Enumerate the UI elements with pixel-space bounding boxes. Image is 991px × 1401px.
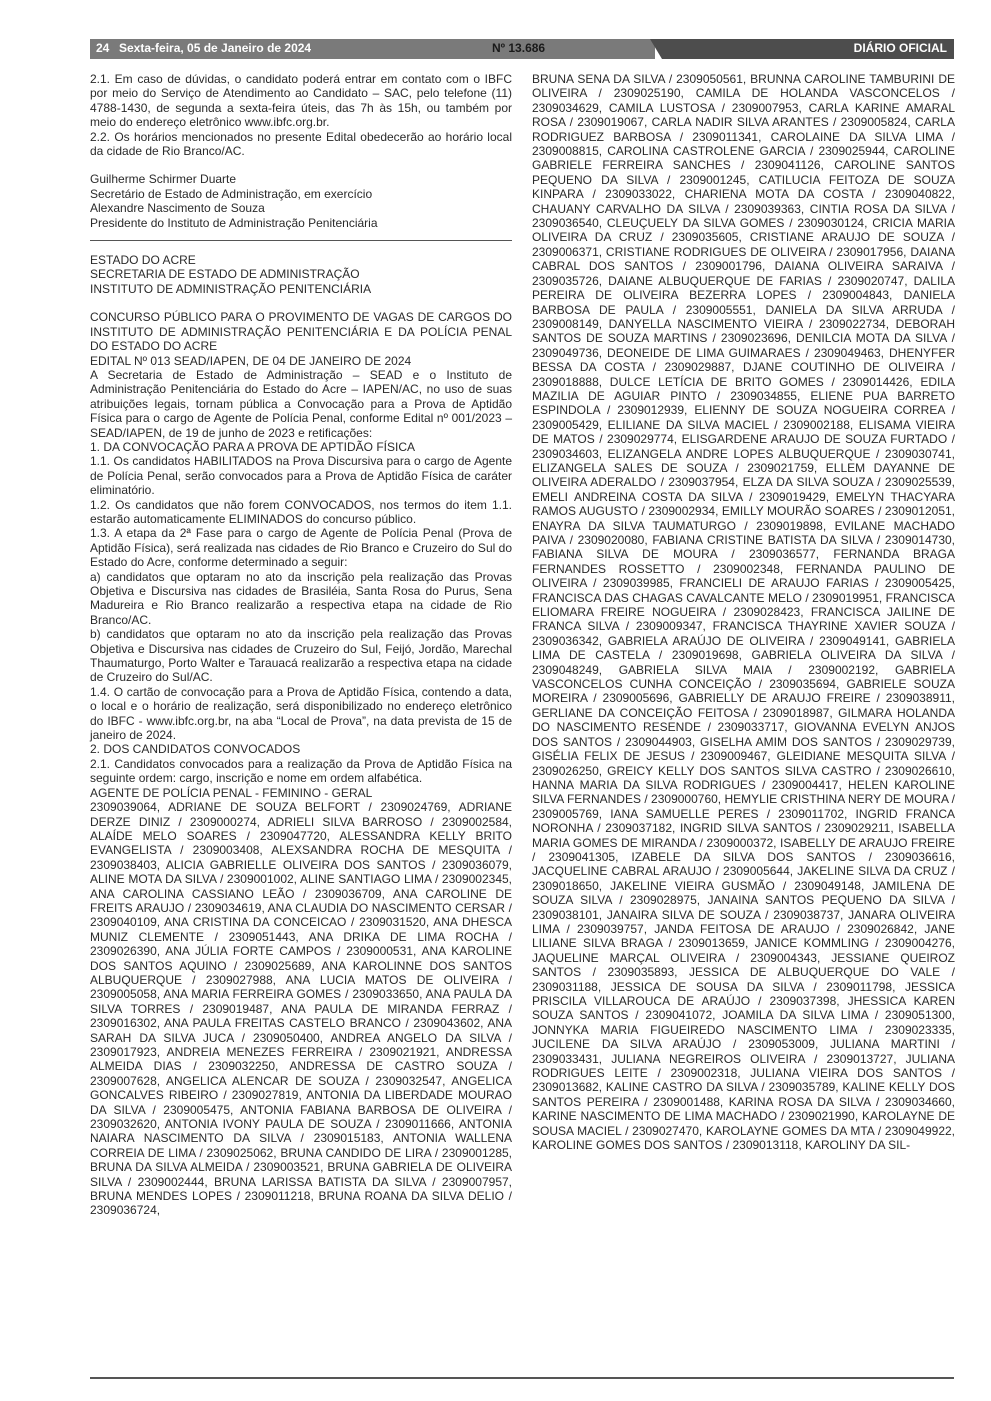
publication-title: DIÁRIO OFICIAL	[853, 41, 947, 55]
cargo-heading: AGENTE DE POLÍCIA PENAL - FEMININO - GERAL	[90, 785, 373, 800]
org-institute: INSTITUTO DE ADMINISTRAÇÃO PENITENCIÁRIA	[90, 281, 372, 296]
item-1-3-a: a) candidatos que optaram no ato da inscrição pela realização das Provas Objetiva e Discursiva nas cidades de Brasiléia, Santa Rosa do Purus, Sena Madureira e Rio Branco realizarão a respectiva etapa na cidade de Rio Branco/AC.	[90, 569, 512, 627]
edital-title: EDITAL Nº 013 SEAD/IAPEN, DE 04 DE JANEIRO DE 2024	[90, 353, 412, 368]
issue-number: Nº 13.686	[492, 41, 546, 55]
signatory-name-1: Guilherme Schirmer Duarte	[90, 172, 237, 187]
right-column	[532, 72, 955, 1152]
item-1-4: 1.4. O cartão de convocação para a Prova de Aptidão Física, contendo a data, o local e o horário de realização, será disponibilizado no endereço eletrônico do IBFC - www.ibfc.org.br, na aba “Local de Prova”, na data prevista de 15 de janeiro de 2024.	[90, 684, 512, 743]
item-1-3: 1.3. A etapa da 2ª Fase para o cargo de Agente de Polícia Penal (Prova de Aptidão Física), será realizada nas cidades de Rio Branco e Cruzeiro do Sul do Estado do Acre, conforme determinado a seguir:	[90, 526, 512, 570]
item-2-1: 2.1. Candidatos convocados para a realização da Prova de Aptidão Física na seguinte ordem: cargo, inscrição e nome em ordem alfabética.	[90, 756, 512, 786]
org-secretariat: SECRETARIA DE ESTADO DE ADMINISTRAÇÃO	[90, 267, 360, 282]
footer-rule	[90, 1377, 954, 1379]
signatory-name-2: Alexandre Nascimento de Souza	[90, 201, 265, 216]
section-2-heading: 2. DOS CANDIDATOS CONVOCADOS	[90, 742, 301, 757]
page-header	[90, 39, 954, 59]
item-1-1: 1.1. Os candidatos HABILITADOS na Prova Discursiva para o cargo de Agente de Polícia Penal, serão convocados para a Prova de Aptidão Física de caráter eliminatório.	[90, 454, 512, 498]
paragraph-2-1: 2.1. Em caso de dúvidas, o candidato poderá entrar em contato com o IBFC por meio do Serviço de Atendimento ao Candidato – SAC, pelo telefone (11) 4788-1430, de segunda a sexta-feira úteis, das 7h às 15h, ou também por meio do endereço eletrônico www.ibfc.org.br.	[90, 72, 512, 130]
paragraph-2-2: 2.2. Os horários mencionados no presente Edital obedecerão ao horário local da cidade de Rio Branco/AC.	[90, 129, 512, 159]
left-column	[90, 72, 512, 1218]
org-state: ESTADO DO ACRE	[90, 253, 196, 268]
signatory-role-1: Secretário de Estado de Administração, em exercício	[90, 186, 373, 201]
concurso-title: CONCURSO PÚBLICO PARA O PROVIMENTO DE VAGAS DE CARGOS DO INSTITUTO DE ADMINISTRAÇÃO PENITENCIÁRIA E DA POLÍCIA PENAL DO ESTADO DO ACRE	[90, 310, 512, 354]
publication-date: Sexta-feira, 05 de Janeiro de 2024	[119, 41, 312, 55]
item-1-2: 1.2. Os candidatos que não forem CONVOCADOS, nos termos do item 1.1. estarão automaticamente ELIMINADOS do concurso público.	[90, 497, 512, 526]
candidate-list-part-2: BRUNA SENA DA SILVA / 2309050561, BRUNNA CAROLINE TAMBURINI DE OLIVEIRA / 2309025190, CAMILA DE HOLANDA VASCONCELOS / 2309034629, CAMILA LUSTOSA / 2309007953, CARLA KARINE AMARAL ROSA / 2309019067, CARLA NADIR SILVA ARANTES / 2309005824, CARLA RODRIGUEZ BARBOSA / 2309011341, CAROLAINE DA SILVA LIMA / 2309008815, CAROLINA CASTROLENE GARCIA / 2309025944, CAROLINE GABRIELE FERREIRA SANCHES / 2309041126, CAROLINE SANTOS PEQUENO DA SILVA / 2309001245, CATILUCIA FEITOZA DE SOUZA KINPARA / 2309033022, CHARIENA MOTA DA COSTA / 2309040822, CHAUANY CARVALHO DA SILVA / 2309039363, CINTIA ROSA DA SILVA / 2309036540, CLEUÇUELY DA SILVA GOMES / 2309030124, CRICIA MARIA OLIVEIRA DA CRUZ / 2309035605, CRISTIANE ARAUJO DE SOUZA / 2309006371, CRISTIANE RODRIGUES DE OLIVEIRA / 2309017956, DAIANA CABRAL DOS SANTOS / 2309001796, DAIANA OLIVEIRA SARAIVA / 2309035726, DAIANE ALBUQUERQUE DE FARIAS / 2309020747, DALILA PEREIRA DE OLIVEIRA BEZERRA LOPES / 2309004843, DANIELA BARBOSA DE PAULA / 2309005551, DANIELA DA SILVA ARRUDA / 2309008149, DANYELLA NASCIMENTO VIEIRA / 2309022734, DEBORAH SANTOS DE SOUZA MARTINS / 2309023696, DENILCIA MOTA DA SILVA / 2309049736, DEONEIDE DE LIMA GUIMARAES / 2309049463, DHENYFER BESSA DA COSTA / 2309029887, DJANE COUTINHO DE OLIVEIRA / 2309018888, DULCE LETÍCIA DE BRITO GOMES / 2309014426, EDILA MAZILIA DE AGUIAR PINTO / 2309034855, ELIENE PUA BARRETO ESPINDOLA / 2309012939, ELIENNY DE SOUZA NOGUEIRA CORREA / 2309005429, ELILIANE DA SILVA MACIEL / 2309002188, ELISAMA VIEIRA DE MATOS / 2309029774, ELISGARDENE ARAUJO DE SOUZA FURTADO / 2309034603, ELIZANGELA ANDRE LOPES ALBUQUERQUE / 2309030741, ELIZANGELA SALES DE SOUZA / 2309021759, ELLEM DAYANNE DE OLIVEIRA ADERALDO / 2309037954, ELZA DA SILVA SOUZA / 2309025539, EMELI ANDREINA COSTA DA SILVA / 2309019429, EMELYN THACYARA RAMOS AUGUSTO / 2309002934, EMILLY MOURÃO SOARES / 2309012051, ENAYRA DA SILVA TAUMATURGO / 2309019898, EVILANE MACHADO PAIVA / 2309020080, FABIANA CRISTINE BATISTA DA SILVA / 2309014730, FABIANA SILVA DE MOURA / 2309036577, FERNANDA BRAGA FERNANDES ROSSETTO / 2309002348, FERNANDA PAULINO DE OLIVEIRA / 2309039985, FRANCIELI DE ARAUJO FARIAS / 2309005425, FRANCISCA DAS CHAGAS CAVALCANTE MELO / 2309019951, FRANCISCA ELIOMARA FREIRE NOGUEIRA / 2309028423, FRANCISCA JAILINE DE FRANCA SILVA / 2309009347, FRANCISCA THAYRINE XAVIER SOUZA / 2309036342, GABRIELA ARAÚJO DE OLIVEIRA / 2309049141, GABRIELA LIMA DE CASTELA / 2309019698, GABRIELA OLIVEIRA DA SILVA / 2309048249, GABRIELA SILVA MAIA / 2309002192, GABRIELA VASCONCELOS CUNHA CONCEIÇÃO / 2309035694, GABRIELE SOUZA MOREIRA / 2309005696, GABRIELLY DE ARAUJO FREIRE / 2309038911, GERLIANE DA CONCEIÇÃO FEITOSA / 2309018987, GILMARA HOLANDA DO NASCIMENTO RESENDE / 2309033717, GIOVANNA EVELYN ANJOS DOS SANTOS / 2309044903, GISELHA AMIM DOS SANTOS / 2309029739, GISÉLIA FELIX DE JESUS / 2309009467, GLEIDIANE MESQUITA SILVA / 2309026250, GREICY KELLY DOS SANTOS SILVA CASTRO / 2309026610, HANNA MARIA DA SILVA RODRIGUES / 2309004417, HELEN KAROLINE SILVA FERNANDES / 2309000760, HEMYLIE CRISTHINA NERY DE MOURA / 2309005769, IANA SAMUELLE PERES / 2309011702, INGRID FRANCA NORONHA / 2309037182, INGRID SILVA SANTOS / 2309029211, ISABELLA MARIA GOMES DE MIRANDA / 2309000372, ISABELLY DE ARAUJO FREIRE / 2309041305, IZABELE DA SILVA DOS SANTOS / 2309036616, JACQUELINE CABRAL ARAUJO / 2309005644, JAKELINE SILVA DA CRUZ / 2309018650, JAKELINE VIEIRA GUSMÃO / 2309049148, JAMILENA DE SOUZA SILVA / 2309028975, JANAINA SANTOS PEQUENO DA SILVA / 2309038101, JANAIRA SILVA DE SOUZA / 2309038737, JANARA OLIVEIRA LIMA / 2309039757, JANDA FEITOSA DE ARAUJO / 2309026842, JANE LILIANE SILVA BRAGA / 2309013659, JANICE KOMMLING / 2309004276, JAQUELINE MARÇAL OLIVEIRA / 2309004343, JESSIANE QUEIROZ SANTOS / 2309035893, JESSICA DE ALBUQUERQUE DO VALE / 2309031188, JESSICA DE SOUSA DA SILVA / 2309011798, JESSICA PRISCILA VILLAROUCA DE ARAÚJO / 2309037398, JHESSICA KAREN SOUZA SANTOS / 2309041072, JOAMILA DA SILVA LIMA / 2309051300, JONNYKA MARIA FIGUEIREDO NASCIMENTO LIMA / 2309023335, JUCILENE DA SILVA ARAÚJO / 2309053009, JULIANA MARTINI / 2309033431, JULIANA NEGREIROS OLIVEIRA / 2309013727, JULIANA RODRIGUES LEITE / 2309002318, JULIANA VIEIRA DOS SANTOS / 2309013682, KALINE CASTRO DA SILVA / 2309035789, KALINE KELLY DOS SANTOS PEREIRA / 2309001488, KARINA ROSA DA SILVA / 2309034660, KARINE NASCIMENTO DE LIMA MACHADO / 2309021990, KAROLAYNE DE SOUSA MACIEL / 2309027470, KAROLAYNE GOMES DA MTA / 2309049922, KAROLINE GOMES DOS SANTOS / 2309013118, KAROLINY DA SIL-	[532, 72, 955, 1153]
candidate-list-part-1: 2309039064, ADRIANE DE SOUZA BELFORT / 2309024769, ADRIANE DERZE DINIZ / 2309000274, ADRIELI SILVA BARROSO / 2309002584, ALAÍDE MELO SOARES / 2309047720, ALESSANDRA KELLY BRITO EVANGELISTA / 2309003408, ALEXSANDRA ROCHA DE MESQUITA / 2309038403, ALICIA GABRIELLE OLIVEIRA DOS SANTOS / 2309036079, ALINE MOTA DA SILVA / 2309001002, ALINE SANTIAGO LIMA / 2309002345, ANA CAROLINA CASSIANO LEÃO / 2309036709, ANA CAROLINE DE FREITS ARAUJO / 2309034619, ANA CLAUDIA DO NASCIMENTO CERSAR / 2309040109, ANA CRISTINA DA CONCEICAO / 2309031520, ANA DHESCA MUNIZ CLEMENTE / 2309051443, ANA DRIKA DE LIMA ROCHA / 2309026390, ANA JÚLIA FORTE CAMPOS / 2309000531, ANA KAROLINE DOS SANTOS AQUINO / 2309025689, ANA KAROLINNE DOS SANTOS ALBUQUERQUE / 2309027988, ANA LUCIA MATOS DE OLIVEIRA / 2309005058, ANA MARIA FERREIRA GOMES / 2309033650, ANA PAULA DA SILVA TORRES / 2309019487, ANA PAULA DE MIRANDA FERRAZ / 2309016302, ANA PAULA FREITAS CASTELO BRANCO / 2309043602, ANA SARAH DA SILVA JUCA / 2309050400, ANDREA ANGELO DA SILVA / 2309017923, ANDREIA MENEZES FERREIRA / 2309021921, ANDRESSA ALMEIDA DIAS / 2309032250, ANDRESSA DE CASTRO SOUZA / 2309007628, ANGELICA ALENCAR DE SOUZA / 2309032547, ANGELICA GONCALVES RIBEIRO / 2309027819, ANTONIA DA LIBERDADE MOURAO DA SILVA / 2309005475, ANTONIA FABIANA BARBOSA DE OLIVEIRA / 2309032620, ANTONIA IVONY PAULA DE SOUZA / 2309011666, ANTONIA NAIARA NASCIMENTO DA SILVA / 2309015183, ANTONIA WALLENA CORREIA DE LIMA / 2309025062, BRUNA CANDIDO DE LIRA / 2309001285, BRUNA DA SILVA ALMEIDA / 2309003521, BRUNA GABRIELA DE OLIVEIRA SILVA / 2309002444, BRUNA LARISSA BATISTA DA SILVA / 2309007957, BRUNA MENDES LOPES / 2309011218, BRUNA ROANA DA SILVA DELIO / 2309036724,	[90, 800, 512, 1218]
signatory-role-2: Presidente do Instituto de Administração Penitenciária	[90, 215, 378, 230]
section-divider	[90, 240, 512, 241]
item-1-3-b: b) candidatos que optaram no ato da inscrição pela realização das Provas Objetiva e Discursiva nas cidades de Cruzeiro do Sul, Feijó, Jordão, Marechal Thaumaturgo, Porto Walter e Tarauacá realizarão a respectiva etapa na cidade de Cruzeiro do Sul/AC.	[90, 627, 512, 685]
page-number: 24	[96, 41, 110, 55]
section-1-heading: 1. DA CONVOCAÇÃO PARA A PROVA DE APTIDÃO FÍSICA	[90, 439, 415, 454]
edital-intro: A Secretaria de Estado de Administração – SEAD e o Instituto de Administração Penitenciária do Estado do Acre – IAPEN/AC, no uso de suas atribuições legais, tornam pública a Convocação para a Prova de Aptidão Física para o cargo de Agente de Polícia Penal, conforme Edital nº 001/2023 – SEAD/IAPEN, de 19 de junho de 2023 e retificações:	[90, 367, 512, 440]
